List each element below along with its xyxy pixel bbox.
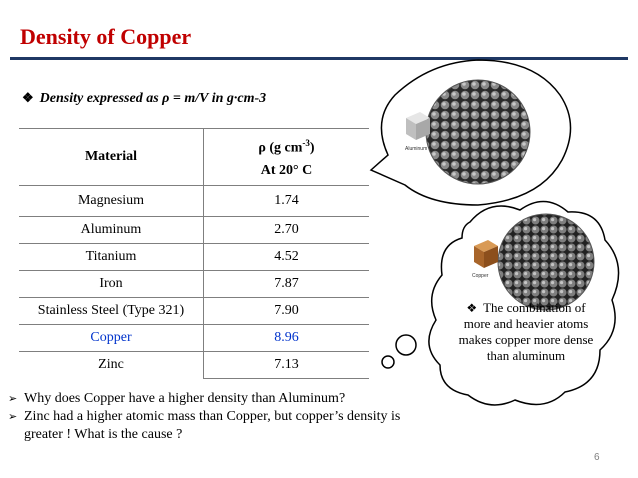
question-item <box>8 408 418 444</box>
density-formula-text: Density expressed as ρ = m/V in g·cm-3 <box>39 91 267 106</box>
header-temperature: At 20° C <box>260 162 313 178</box>
copper-caption <box>456 300 596 364</box>
material-cell: Aluminum <box>19 217 204 244</box>
slide-title: Density of Copper <box>20 24 192 49</box>
arrow-bullet-icon: ➢ <box>8 410 18 423</box>
density-cell: 8.96 <box>204 325 370 352</box>
material-cell: Titanium <box>19 244 204 271</box>
copper-caption-text: The combination of more and heavier atoms makes copper more dense than aluminum <box>458 300 594 363</box>
header-exponent: -3 <box>302 138 310 149</box>
diamond-bullet-icon: ❖ <box>466 301 478 315</box>
density-cell: 7.90 <box>204 298 370 325</box>
density-cell: 2.70 <box>204 217 370 244</box>
material-cell: Stainless Steel (Type 321) <box>19 298 204 325</box>
question-text: Why does Copper have a higher density than Aluminum? <box>24 391 346 406</box>
material-cell: Zinc <box>19 352 204 379</box>
question-item <box>8 390 418 408</box>
density-cell: 7.87 <box>204 271 370 298</box>
page-number: 6 <box>594 452 600 463</box>
header-rho: ρ (g cm <box>258 140 303 156</box>
question-list <box>8 390 418 444</box>
density-cell: 7.13 <box>204 352 370 379</box>
material-cell: Magnesium <box>19 186 204 217</box>
question-text: Zinc had a higher atomic mass than Copper, but copper’s density is greater ! What is the cause ? <box>24 409 401 442</box>
header-material: Material <box>19 129 204 186</box>
diamond-bullet-icon: ❖ <box>22 90 34 105</box>
aluminum-speech-bubble <box>371 60 571 205</box>
density-cell: 1.74 <box>204 186 370 217</box>
aluminum-label: Aluminum <box>405 146 428 152</box>
arrow-bullet-icon: ➢ <box>8 392 18 405</box>
header-close: ) <box>309 140 315 156</box>
density-cell: 4.52 <box>204 244 370 271</box>
material-cell: Copper <box>19 325 204 352</box>
material-cell: Iron <box>19 271 204 298</box>
copper-label: Copper <box>472 273 489 279</box>
